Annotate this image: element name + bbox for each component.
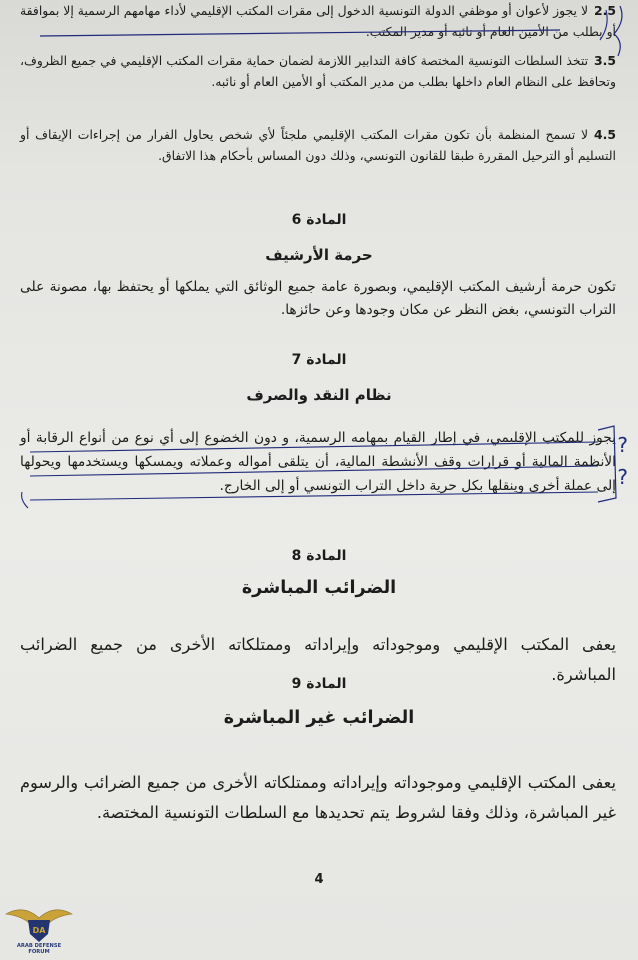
logo-text: ARAB DEFENSE FORUM bbox=[16, 943, 62, 955]
ink-margin-mark bbox=[614, 6, 622, 56]
ink-bracket bbox=[598, 426, 616, 502]
article-7-title: نظام النقد والصرف bbox=[246, 386, 392, 404]
ink-underline bbox=[30, 466, 598, 476]
ink-bracket bbox=[22, 492, 28, 508]
article-8-text: يعفى المكتب الإقليمي وموجوداته وإيراداته وممتلكاته الأخرى من جميع الضرائب المباشرة. bbox=[20, 635, 616, 684]
ink-margin-mark bbox=[600, 10, 607, 40]
article-9-heading: المادة 9 bbox=[291, 676, 347, 692]
clause-text: لا تسمح المنظمة بأن تكون مقرات المكتب الإقليمي ملجئاً لأي شخص يحاول الفرار من إجراءات الإيقاف أو التسليم أو الترحيل المقررة طبقا للقانون التونسي، وذلك دون المساس بأحكام هذا الاتفاق. bbox=[20, 127, 616, 163]
article-6-heading: المادة 6 bbox=[291, 212, 347, 228]
article-8-heading: المادة 8 bbox=[291, 548, 347, 564]
svg-text:DA: DA bbox=[32, 926, 46, 935]
article-6-text: تكون حرمة أرشيف المكتب الإقليمي، وبصورة عامة جميع الوثائق التي يملكها أو يحتفظ بها، مصونة على التراب التونسي، بغض النظر عن مكان وجودها وعن حائزها. bbox=[20, 279, 616, 318]
ink-question-mark: ? bbox=[617, 465, 628, 489]
clause-number: 3.5 bbox=[594, 53, 616, 68]
ink-underline bbox=[40, 30, 560, 36]
ink-underline bbox=[30, 442, 598, 452]
article-6-title: حرمة الأرشيف bbox=[265, 246, 373, 264]
article-7-heading: المادة 7 bbox=[291, 352, 347, 368]
article-7-text: يجوز للمكتب الإقليمي، في إطار القيام بمهامه الرسمية، و دون الخضوع إلى أي نوع من أنواع الرقابة أو الأنظمة المالية أو قرارات وقف الأنشطة المالية، أن يتلقى أمواله وعملاته ويمسكها ويستخدمها ويحولها إلى عملة أخرى وينقلها بكل حرية داخل التراب التونسي أو إلى الخارج. bbox=[20, 430, 616, 494]
article-9-text: يعفى المكتب الإقليمي وموجوداته وإيراداته وممتلكاته الأخرى من جميع الضرائب والرسوم غير المباشرة، وذلك وفقا لشروط يتم تحديدها مع السلطات التونسية المختصة. bbox=[20, 773, 616, 822]
ink-question-mark: ? bbox=[617, 433, 628, 457]
page-number: 4 bbox=[314, 872, 324, 887]
article-8-title: الضرائب المباشرة bbox=[241, 578, 397, 598]
clause-number: 2.5 bbox=[594, 3, 616, 18]
ink-underline bbox=[30, 492, 598, 500]
clause-text: تتخذ السلطات التونسية المختصة كافة التدابير اللازمة لضمان حماية مقرات المكتب الإقليمي في جميع الظروف، وتحافظ على النظام العام داخلها بطلب من مدير المكتب أو الأمين العام أو نائبه. bbox=[20, 53, 616, 89]
article-9-title: الضرائب غير المباشرة bbox=[223, 708, 415, 728]
clause-text: لا يجوز لأعوان أو موظفي الدولة التونسية الدخول إلى مقرات المكتب الإقليمي لأداء مهامهم الرسمية إلا بموافقة أو بطلب من الأمين العام أو نائبه أو مدير المكتب. bbox=[20, 3, 616, 39]
clause-number: 4.5 bbox=[594, 127, 616, 142]
